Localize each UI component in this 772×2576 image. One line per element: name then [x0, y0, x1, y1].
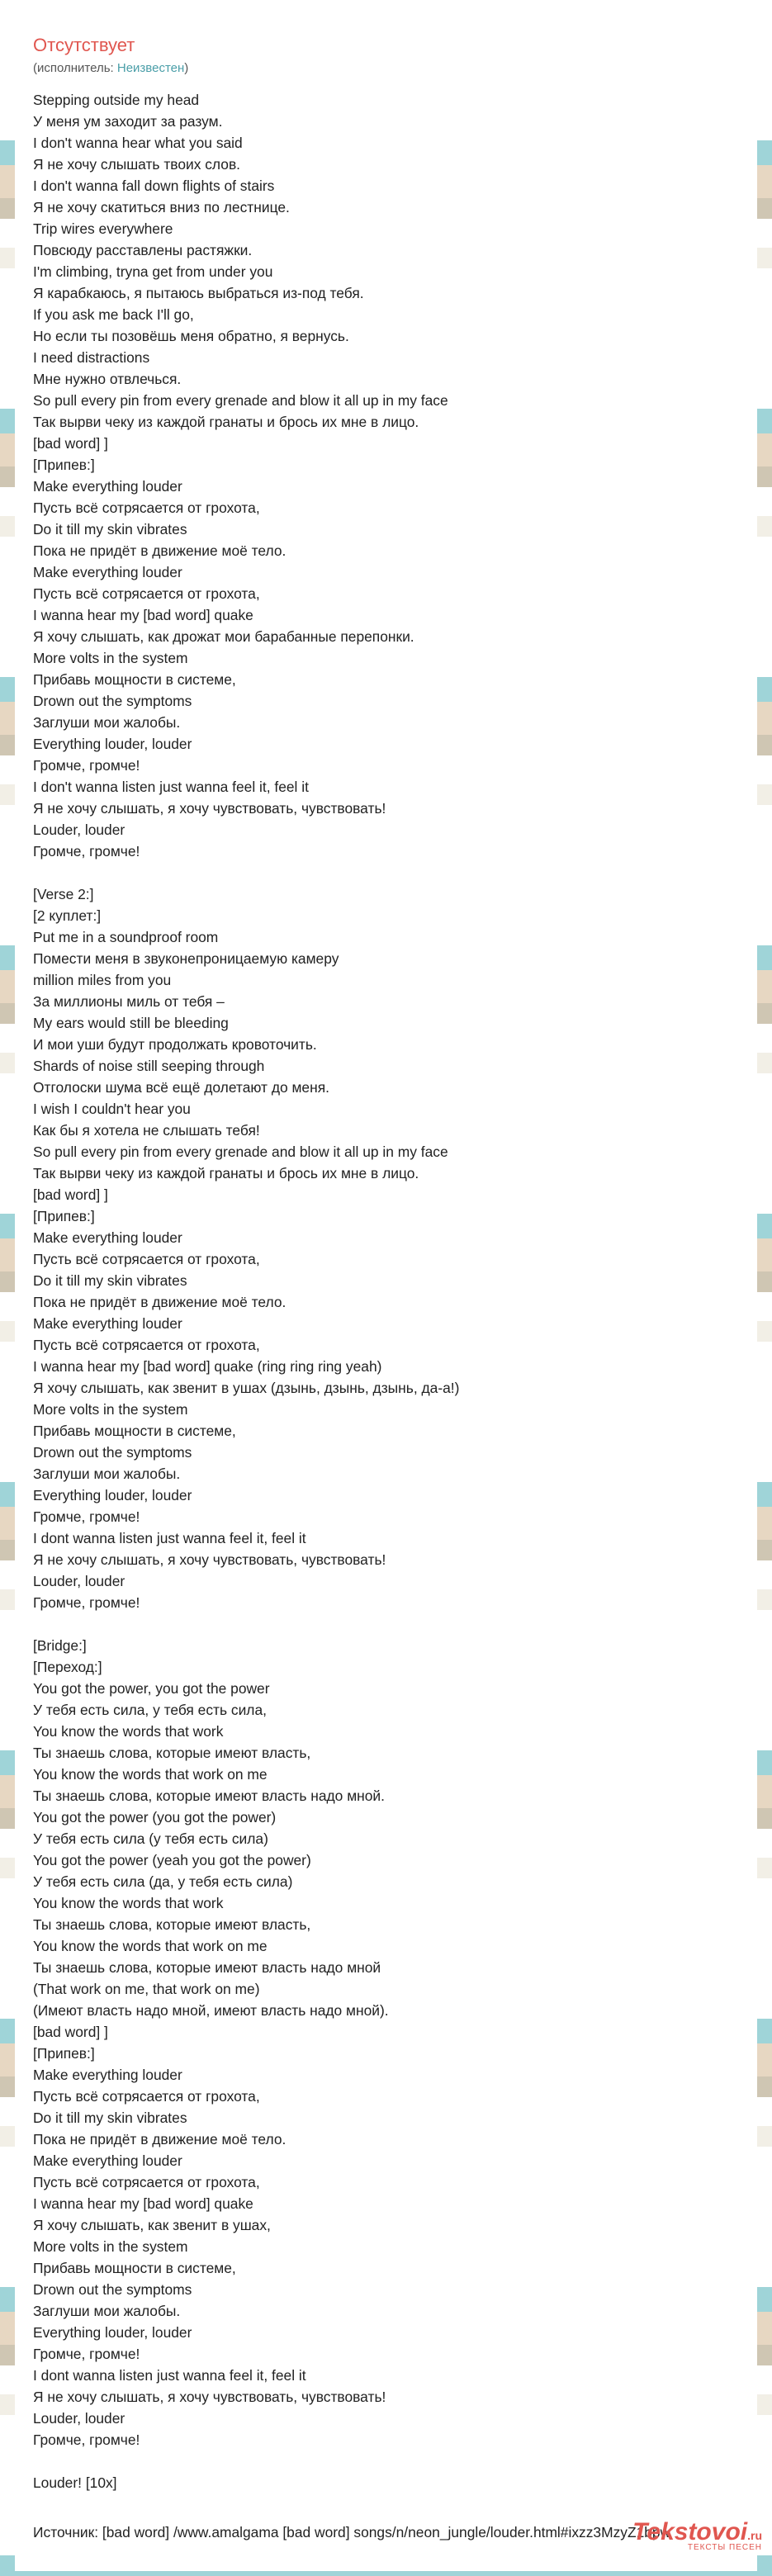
- lyric-line: У тебя есть сила (у тебя есть сила): [33, 1830, 268, 1847]
- lyric-line: You got the power, you got the power: [33, 1680, 270, 1697]
- lyric-line: My ears would still be bleeding: [33, 1015, 229, 1031]
- lyric-line: Пока не придёт в движение моё тело.: [33, 542, 287, 559]
- lyric-line: [2 куплет:]: [33, 907, 102, 924]
- lyric-line: So pull every pin from every grenade and blow it all up in my face: [33, 1144, 448, 1160]
- lyric-line: Make everything louder: [33, 1315, 182, 1332]
- lyric-line: Громче, громче!: [33, 1508, 140, 1525]
- lyric-line: И мои уши будут продолжать кровоточить.: [33, 1036, 317, 1053]
- lyric-line: Make everything louder: [33, 564, 182, 580]
- lyric-line: Я хочу слышать, как звенит в ушах (дзынь, дзынь, дзынь, да-а!): [33, 1380, 460, 1396]
- lyric-line: Пусть всё сотрясается от грохота,: [33, 585, 260, 602]
- lyric-line: Заглуши мои жалобы.: [33, 714, 181, 731]
- logo-text: Tekstovoi: [632, 2518, 748, 2545]
- lyric-line: [Verse 2:]: [33, 886, 94, 902]
- lyric-line: (That work on me, that work on me): [33, 1981, 260, 1997]
- artist-suffix: ): [184, 61, 189, 75]
- logo-tld: .ru: [747, 2529, 762, 2542]
- lyric-line: If you ask me back I'll go,: [33, 306, 194, 323]
- lyric-line: Я не хочу слышать, я хочу чувствовать, чувствовать!: [33, 800, 386, 817]
- artist-prefix: (исполнитель:: [33, 61, 117, 75]
- lyric-line: [Припев:]: [33, 457, 95, 473]
- lyric-line: Make everything louder: [33, 2067, 182, 2083]
- lyric-line: Я не хочу слышать твоих слов.: [33, 156, 241, 173]
- lyric-line: Ты знаешь слова, которые имеют власть,: [33, 1745, 311, 1761]
- lyric-line: [Bridge:]: [33, 1637, 87, 1654]
- lyric-line: Громче, громче!: [33, 2432, 140, 2448]
- lyric-line: More volts in the system: [33, 650, 188, 666]
- lyrics-page: [15, 12, 757, 2571]
- lyric-line: Ты знаешь слова, которые имеют власть надо мной: [33, 1959, 381, 1976]
- lyric-line: Как бы я хотела не слышать тебя!: [33, 1122, 260, 1139]
- lyric-line: За миллионы миль от тебя –: [33, 993, 225, 1010]
- lyric-line: Do it till my skin vibrates: [33, 2110, 187, 2126]
- lyric-line: Trip wires everywhere: [33, 220, 173, 237]
- source-line: Источник: [bad word] /www.amalgama [bad word] songs/n/neon_jungle/louder.html#ixzz3MzyZ1bpw: [33, 2524, 671, 2540]
- lyric-line: (Имеют власть надо мной, имеют власть надо мной).: [33, 2002, 389, 2019]
- lyric-line: [Припев:]: [33, 2045, 95, 2062]
- lyric-line: Drown out the symptoms: [33, 693, 192, 709]
- lyric-line: [Припев:]: [33, 1208, 95, 1224]
- lyric-line: Shards of noise still seeping through: [33, 1058, 265, 1074]
- lyric-line: [33, 862, 743, 883]
- lyric-line: I'm climbing, tryna get from under you: [33, 263, 273, 280]
- lyric-line: I wanna hear my [bad word] quake: [33, 607, 253, 623]
- lyric-line: Everything louder, louder: [33, 736, 192, 752]
- lyric-line: You got the power (yeah you got the power): [33, 1852, 311, 1868]
- lyric-line: Пока не придёт в движение моё тело.: [33, 2131, 287, 2147]
- lyric-line: Я не хочу слышать, я хочу чувствовать, чувствовать!: [33, 2389, 386, 2405]
- lyric-line: Make everything louder: [33, 2152, 182, 2169]
- lyric-line: Everything louder, louder: [33, 2324, 192, 2341]
- lyric-line: I don't wanna listen just wanna feel it, feel it: [33, 779, 309, 795]
- lyric-line: You know the words that work on me: [33, 1938, 268, 1954]
- lyric-line: [33, 1613, 743, 1635]
- lyric-line: Отголоски шума всё ещё долетают до меня.: [33, 1079, 329, 1096]
- lyric-line: Make everything louder: [33, 1229, 182, 1246]
- lyric-line: Громче, громче!: [33, 843, 140, 859]
- lyric-line: Помести меня в звуконепроницаемую камеру: [33, 950, 339, 967]
- lyric-line: I wanna hear my [bad word] quake: [33, 2195, 253, 2212]
- lyric-line: million miles from you: [33, 972, 172, 988]
- lyric-line: У тебя есть сила (да, у тебя есть сила): [33, 1873, 293, 1890]
- lyric-line: Прибавь мощности в системе,: [33, 671, 236, 688]
- lyric-line: Do it till my skin vibrates: [33, 1272, 187, 1289]
- lyric-line: Заглуши мои жалобы.: [33, 1466, 181, 1482]
- lyric-line: Прибавь мощности в системе,: [33, 2260, 236, 2276]
- lyric-line: I dont wanna listen just wanna feel it, feel it: [33, 1530, 306, 1546]
- lyric-line: Пусть всё сотрясается от грохота,: [33, 500, 260, 516]
- lyric-line: I don't wanna fall down flights of stairs: [33, 178, 275, 194]
- lyric-line: Прибавь мощности в системе,: [33, 1423, 236, 1439]
- lyric-line: I don't wanna hear what you said: [33, 135, 243, 151]
- lyric-line: У меня ум заходит за разум.: [33, 113, 223, 130]
- lyric-line: Everything louder, louder: [33, 1487, 192, 1503]
- lyric-line: Я карабкаюсь, я пытаюсь выбраться из-под тебя.: [33, 285, 364, 301]
- lyric-line: [bad word] ]: [33, 2024, 108, 2040]
- lyric-line: I need distractions: [33, 349, 150, 366]
- artist-line: [33, 61, 188, 75]
- lyric-line: Громче, громче!: [33, 1594, 140, 1611]
- lyric-line: I dont wanna listen just wanna feel it, feel it: [33, 2367, 306, 2384]
- artist-link[interactable]: Неизвестен: [116, 61, 185, 75]
- lyric-line: [Переход:]: [33, 1659, 102, 1675]
- lyric-line: Повсюду расставлены растяжки.: [33, 242, 253, 258]
- lyric-line: You know the words that work: [33, 1895, 224, 1911]
- lyric-line: Я не хочу слышать, я хочу чувствовать, чувствовать!: [33, 1551, 386, 1568]
- page-title: Отсутствует: [33, 35, 135, 55]
- lyric-line: You got the power (you got the power): [33, 1809, 277, 1825]
- logo-subtitle: ТЕКСТЫ ПЕСЕН: [687, 2543, 762, 2552]
- lyric-line: Я хочу слышать, как дрожат мои барабанные перепонки.: [33, 628, 414, 645]
- lyric-line: [bad word] ]: [33, 1186, 108, 1203]
- lyric-line: Put me in a soundproof room: [33, 929, 219, 945]
- lyric-line: Louder, louder: [33, 1573, 126, 1589]
- lyric-line: Пусть всё сотрясается от грохота,: [33, 2174, 260, 2190]
- lyric-line: Громче, громче!: [33, 757, 140, 774]
- lyric-line: Do it till my skin vibrates: [33, 521, 187, 537]
- lyric-line: Пусть всё сотрясается от грохота,: [33, 1337, 260, 1353]
- lyric-line: Я хочу слышать, как звенит в ушах,: [33, 2217, 271, 2233]
- lyrics-text: [33, 89, 743, 2493]
- lyric-line: You know the words that work: [33, 1723, 224, 1740]
- lyric-line: You know the words that work on me: [33, 1766, 268, 1783]
- lyric-line: Drown out the symptoms: [33, 2281, 192, 2298]
- lyric-line: Пусть всё сотрясается от грохота,: [33, 2088, 260, 2105]
- lyric-line: I wish I couldn't hear you: [33, 1101, 191, 1117]
- lyric-line: [33, 2451, 743, 2472]
- lyric-line: Но если ты позовёшь меня обратно, я вернусь.: [33, 328, 349, 344]
- lyric-line: [bad word] ]: [33, 435, 108, 452]
- lyric-line: Заглуши мои жалобы.: [33, 2303, 181, 2319]
- lyric-line: Ты знаешь слова, которые имеют власть,: [33, 1916, 311, 1933]
- lyric-line: Ты знаешь слова, которые имеют власть надо мной.: [33, 1788, 385, 1804]
- lyric-line: У тебя есть сила, у тебя есть сила,: [33, 1702, 267, 1718]
- lyric-line: Louder! [10x]: [33, 2474, 117, 2491]
- lyric-line: Так вырви чеку из каждой гранаты и брось их мне в лицо.: [33, 1165, 419, 1181]
- lyric-line: More volts in the system: [33, 1401, 188, 1418]
- lyric-line: Drown out the symptoms: [33, 1444, 192, 1461]
- lyric-line: Stepping outside my head: [33, 92, 200, 108]
- lyric-line: Так вырви чеку из каждой гранаты и брось их мне в лицо.: [33, 414, 419, 430]
- lyric-line: I wanna hear my [bad word] quake (ring ring ring yeah): [33, 1358, 382, 1375]
- lyric-line: More volts in the system: [33, 2238, 188, 2255]
- lyric-line: Мне нужно отвлечься.: [33, 371, 182, 387]
- lyric-line: Я не хочу скатиться вниз по лестнице.: [33, 199, 290, 215]
- site-logo[interactable]: [632, 2518, 762, 2552]
- lyric-line: Громче, громче!: [33, 2346, 140, 2362]
- lyric-line: Louder, louder: [33, 2410, 126, 2427]
- lyric-line: Make everything louder: [33, 478, 182, 495]
- lyric-line: Пока не придёт в движение моё тело.: [33, 1294, 287, 1310]
- lyric-line: Пусть всё сотрясается от грохота,: [33, 1251, 260, 1267]
- lyric-line: Louder, louder: [33, 822, 126, 838]
- lyric-line: So pull every pin from every grenade and blow it all up in my face: [33, 392, 448, 409]
